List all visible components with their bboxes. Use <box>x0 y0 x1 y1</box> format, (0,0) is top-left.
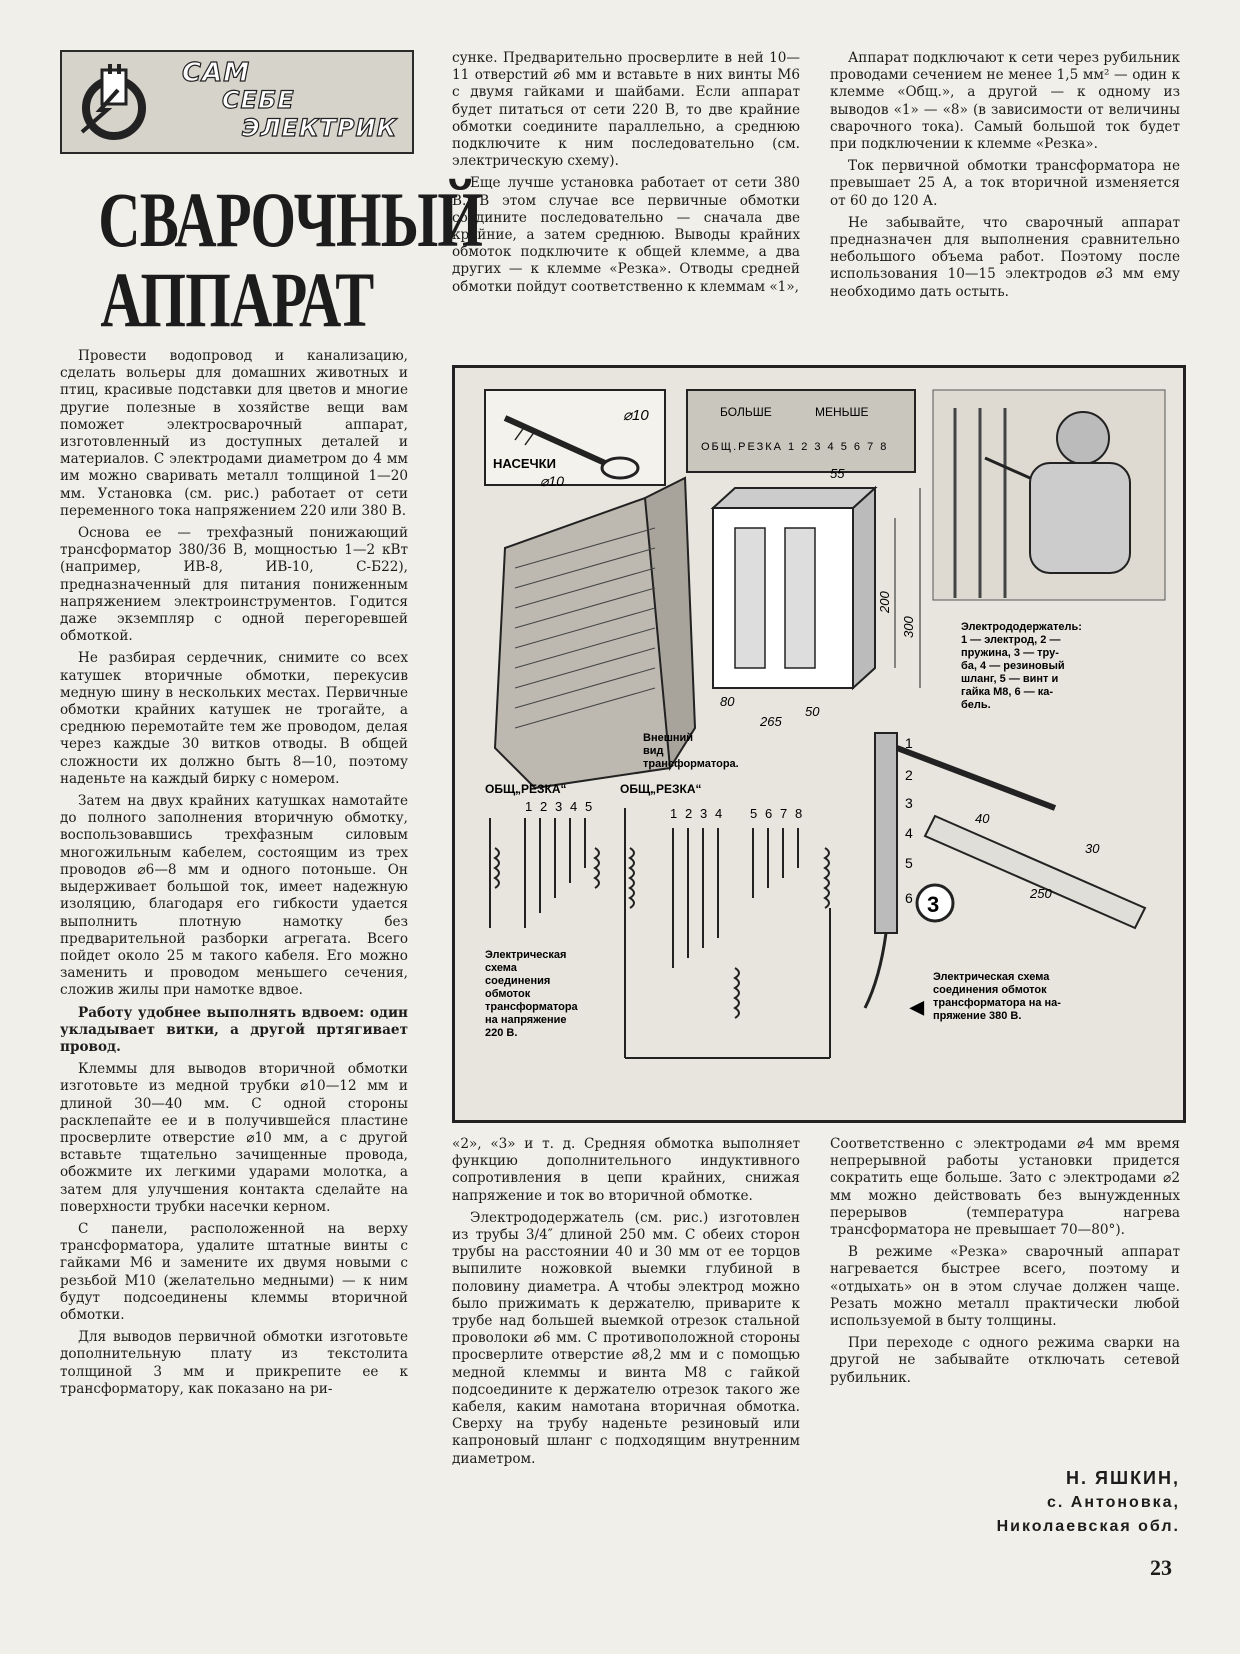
schema220-common: ОБЩ. <box>485 782 519 796</box>
figure-number: 3 <box>927 892 940 917</box>
pointer-arrow-icon: ◀ <box>910 997 924 1017</box>
column-2-bottom <box>452 1136 800 1473</box>
terminal-inset <box>485 390 665 489</box>
author-name: Н. ЯШКИН, <box>1066 1468 1180 1488</box>
paragraph: При переходе с одного режима сварки на другой не забывайте отключать сетевой рубильник. <box>830 1335 1180 1386</box>
rubric-box <box>60 50 414 154</box>
schema380-caption: Электрическая схема соединения обмоток трансформатора на на- пряжение 380 В. <box>933 971 1061 1022</box>
page-number: 23 <box>1150 1555 1172 1580</box>
dim-55: 55 <box>830 466 845 481</box>
dim-200: 200 <box>877 591 892 613</box>
paragraph: Клеммы для выводов вторичной обмотки изготовьте из медной трубки ⌀10—12 мм и длиной 30—40 мм. С одной стороны расклепайте ее и в получившейся пластине просверлите отверстие ⌀10 мм, а с другой вставьте тщательно зачищенные провода, обожмите их легкими ударами молотка, а затем для улучшения контакта сделайте на поверхности трубки насечки керном. <box>60 1061 408 1215</box>
schema220-tap-2: 2 <box>540 799 548 814</box>
welder-illustration <box>933 390 1165 600</box>
paragraph: Аппарат подключают к сети через рубильник проводами сечением не менее 1,5 мм² — один к клемме «Общ.», а другой — к одному из выводов «1» — «8» (в зависимости от величины сварочного тока). Самый большой ток будет при подключении к клемме «Резка». <box>830 50 1181 153</box>
panel-less-label: МЕНЬШЕ <box>815 405 869 419</box>
schema380-tap-8: 8 <box>795 806 803 821</box>
holder-number-5: 5 <box>905 855 913 871</box>
paragraph: Работу удобнее выполнять вдвоем: один укладывает витки, а другой пртягивает провод. <box>60 1004 408 1055</box>
paragraph: Не разбирая сердечник, снимите со всех катушек вторичные обмотки, перекусив медную шину в нескольких местах. Первичные обмотки крайних катушек не трогайте, а среднюю перемотайте тем же проводом, делая через каждые 30 витков отводы. В общей сложности их должно быть 8—10, поэтому наденьте на каждый бирку с номером. <box>60 650 408 787</box>
paragraph: Основа ее — трехфазный понижающий трансформатор 380/36 В, мощностью 1—2 кВт (например, ИВ-8, ИВ-10, С-Б22), предназначенный для питания пониженным напряжением электроинструментов. Годится даже экземпляр с одной перегоревшей обмоткой. <box>60 525 408 645</box>
holder-number-3: 3 <box>905 795 913 811</box>
dim-50: 50 <box>805 704 820 719</box>
schema220-caption: Электрическая схема соединения обмоток трансформатора на напряжение 220 В. <box>485 949 578 1039</box>
schema380-tap-4: 4 <box>715 806 723 821</box>
dim-40: 40 <box>975 811 990 826</box>
column-3-top <box>830 50 1180 306</box>
dim-30: 30 <box>1085 841 1100 856</box>
column-2-top <box>452 50 800 301</box>
schema380-cut: „РЕЗКА“ <box>650 782 702 796</box>
core-drawing <box>713 466 920 729</box>
schema220-tap-3: 3 <box>555 799 563 814</box>
holder-caption: Электрододержатель: 1 — электрод, 2 — пружина, 3 — тру- ба, 4 — резиновый шланг, 5 — винт и гайка М8, 6 — ка- бель. <box>961 621 1082 711</box>
paragraph: Соответственно с электродами ⌀4 мм время непрерывной работы установки придется сократить еще больше. Зато с электродами ⌀2 мм можно действовать без вынужденных перерывов (температура нагрева трансформатора не превышает 70—80°). <box>830 1136 1180 1239</box>
title-line-2: АППАРАТ <box>100 256 374 343</box>
dim-265: 265 <box>760 714 782 729</box>
schema220-tap-5: 5 <box>585 799 593 814</box>
title-line-1: СВАРОЧНЫЙ <box>98 176 483 263</box>
holder-number-4: 4 <box>905 825 913 841</box>
column-3-bottom <box>830 1136 1180 1392</box>
paragraph: Ток первичной обмотки трансформатора не превышает 25 А, а ток вторичной изменяется от 60 до 120 А. <box>830 158 1180 209</box>
schema380-common: ОБЩ. <box>620 782 654 796</box>
panel-terminals-label: ОБЩ.РЕЗКА 1 2 3 4 5 6 7 8 <box>701 441 889 453</box>
author-village: с. Антоновка, <box>1046 1494 1180 1511</box>
rubric-line-2: СЕБЕ <box>222 86 295 114</box>
paragraph: Для выводов первичной обмотки изготовьте дополнительную плату из текстолита толщиной 3 мм и прикрепите ее к трансформатору, как показано на ри- <box>60 1329 408 1397</box>
schema220-cut: „РЕЗКА“ <box>515 782 567 796</box>
schema380-tap-1: 1 <box>670 806 678 821</box>
schema380-tap-6: 6 <box>765 806 773 821</box>
notches-label: НАСЕЧКИ <box>493 456 556 471</box>
dim-250: 250 <box>1030 886 1052 901</box>
rubric-line-1: САМ <box>182 58 251 88</box>
dim-phi10-top: ⌀10 <box>623 407 649 424</box>
schema380-tap-5: 5 <box>750 806 758 821</box>
schema-380 <box>620 782 830 1058</box>
figure-welding-apparatus <box>452 365 1186 1123</box>
schema-220 <box>485 782 599 1039</box>
paragraph: Не забывайте, что сварочный аппарат предназначен для выполнения сравнительно небольшого объема работ. Поэтому после использования 10—15 электродов ⌀3 мм ему необходимо дать остыть. <box>830 214 1180 300</box>
paragraph: сунке. Предварительно просверлите в ней 10—11 отверстий ⌀6 мм и вставьте в них винты М6 с двумя гайками и шайбами. Если аппарат будет питаться от сети 220 В, то две крайние обмотки соедините параллельно, а среднюю подключите к ним последовательно (см. электрическую схему). <box>452 50 800 170</box>
paragraph: В режиме «Резка» сварочный аппарат нагревается быстрее всего, поэтому и «отдыхать» он в этом случае должен чаще. Резать можно металл практически любой используемой в быту толщины. <box>830 1244 1180 1330</box>
transformer-caption: Внешний вид трансформатора. <box>643 732 739 770</box>
terminal-panel-inset <box>687 390 915 472</box>
electrician-logo-icon <box>72 62 152 142</box>
holder-number-6: 6 <box>905 890 913 906</box>
paragraph: Электрододержатель (см. рис.) изготовлен из трубы 3/4″ длиной 250 мм. С обеих сторон трубы на расстоянии 40 и 30 мм от ее торцов выпилите ножовкой выемки глубиной в половину диаметра. А чтобы электрод можно было прижимать к держателю, приварите к трубе над большей выемкой отрезок стальной проволоки ⌀6 мм. С противоположной стороны просверлите отверстие ⌀8,2 мм и с помощью медной клеммы и винта М8 с гайкой подсоедините к держателю отрезок такого же кабеля, каким намотана вторичная обмотка. Сверху на трубу наденьте резиновый или капроновый шланг с подходящим внутренним диаметром. <box>452 1209 800 1467</box>
electrode-holder-drawing <box>865 733 1145 1008</box>
schema220-tap-1: 1 <box>525 799 533 814</box>
paragraph: «2», «3» и т. д. Средняя обмотка выполняет функцию дополнительного индуктивного сопротивления в цепи крайних, снижая напряжение и ток во вторичной обмотке. <box>452 1136 800 1204</box>
paragraph: Провести водопровод и канализацию, сделать вольеры для домашних животных и птиц, красивые подставки для цветов и многие другие полезные в хозяйстве вещи вам поможет электросварочный аппарат, изготовленный из доступных деталей и материалов. С электродами диаметром до 4 мм им можно сваривать металл толщиной 1—20 мм. Установка (см. рис.) работает от сети переменного тока напряжением 220 или 380 В. <box>60 348 408 519</box>
holder-number-2: 2 <box>905 767 913 783</box>
author-region: Николаевская обл. <box>996 1518 1180 1535</box>
paragraph: Еще лучше установка работает от сети 380 В. В этом случае все первичные обмотки соедините последовательно — сначала две крайние, а затем среднюю. Выводы крайних обмоток подключите к общей клемме, а два других — к клемме «Резка». Отводы средней обмотки пойдут соответственно к клеммам «1», <box>452 175 800 295</box>
holder-number-1: 1 <box>905 735 913 751</box>
panel-more-label: БОЛЬШЕ <box>720 405 772 419</box>
dim-phi10-bottom: ⌀10 <box>540 473 565 489</box>
rubric-line-3: ЭЛЕКТРИК <box>242 114 398 142</box>
column-1 <box>60 348 408 1403</box>
schema380-tap-7: 7 <box>780 806 788 821</box>
schema220-tap-4: 4 <box>570 799 578 814</box>
dim-80: 80 <box>720 694 735 709</box>
paragraph: С панели, расположенной на верху трансформатора, удалите штатные винты с гайками М6 и замените их двумя новыми с резьбой М10 (желательно медными) — к ним будут подсоединены клеммы вторичной обмотки. <box>60 1220 408 1323</box>
dim-300: 300 <box>901 616 916 638</box>
figure-drawing <box>455 368 1183 1120</box>
schema380-tap-3: 3 <box>700 806 708 821</box>
transformer-drawing <box>495 478 739 788</box>
paragraph: Затем на двух крайних катушках намотайте до полного заполнения вторичную обмотку, воспользовавшись трехфазным силовым многожильным кабелем, состоящим из трех проводов ⌀6—8 мм и одного потоньше. Он выдерживает большой ток, имеет надежную изоляцию, благодаря его гибкости удается выполнить плотную намотку без предварительной разборки агрегата. Всего пойдет около 25 м такого кабеля. Его можно заменить и проводом меньшего сечения, сложив жилы при намотке вдвое. <box>60 793 408 999</box>
schema380-tap-2: 2 <box>685 806 693 821</box>
